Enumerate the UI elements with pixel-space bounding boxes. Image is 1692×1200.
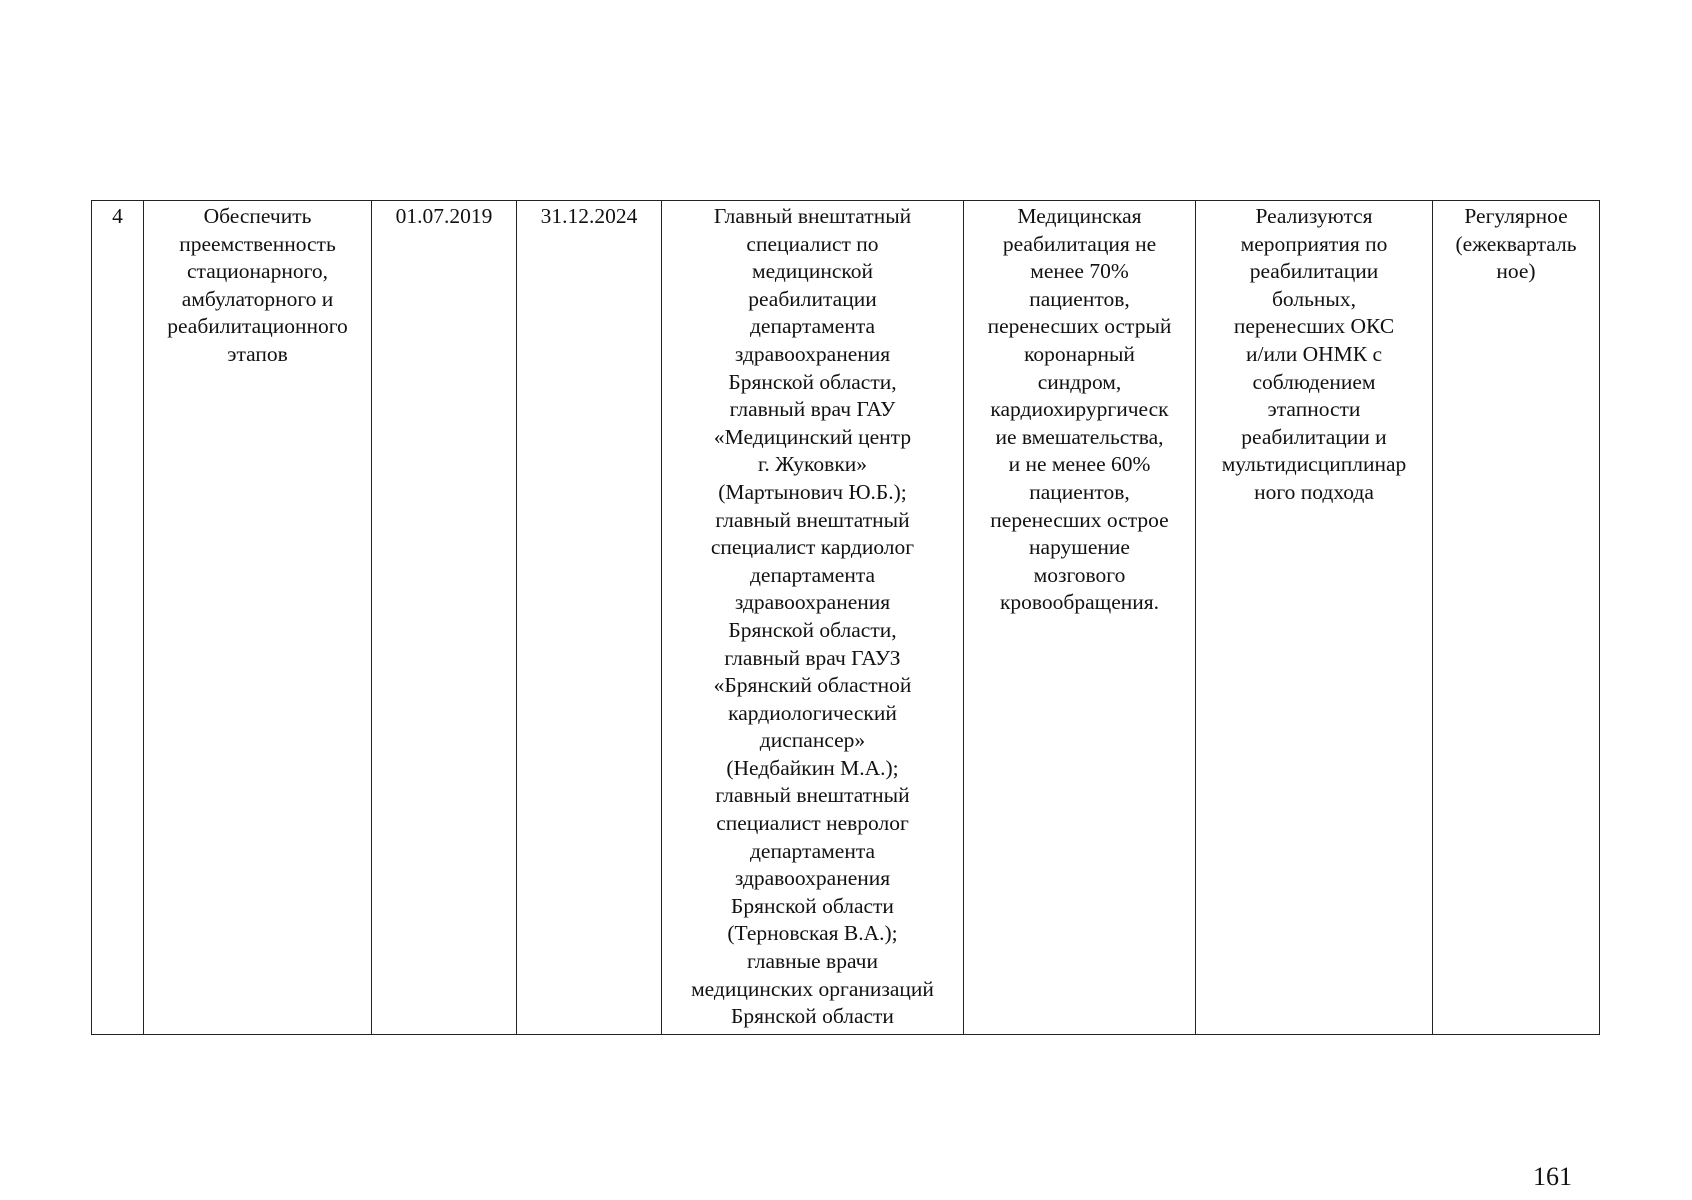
responsible-cell: Главный внештатный специалист по медицинской реабилитации департамента здравоохранения Брянской области, главный врач ГАУ «Медицинский центр г. Жуковки» (Мартынович Ю.Б.); главный внештатный специалист кардиолог департамента здравоохранения Брянской области, главный врач ГАУЗ «Брянский областной кардиологический диспансер» (Недбайкин М.А.); главный внештатный специалист невролог департамента здравоохранения Брянской области (Терновская В.А.); главные врачи медицинских организаций Брянской области — [662, 201, 964, 1035]
start-date-cell: 01.07.2019 — [372, 201, 517, 1035]
frequency-cell: Регулярное (ежекварталь ное) — [1433, 201, 1600, 1035]
result-cell: Реализуются мероприятия по реабилитации больных, перенесших ОКС и/или ОНМК с соблюдением этапности реабилитации и мультидисциплинар ного подхода — [1196, 201, 1433, 1035]
table-row — [92, 201, 1600, 1035]
activity-cell: Обеспечить преемственность стационарного, амбулаторного и реабилитационного этапов — [144, 201, 372, 1035]
indicator-cell: Медицинская реабилитация не менее 70% пациентов, перенесших острый коронарный синдром, кардиохирургическ ие вмешательства, и не менее 60% пациентов, перенесших острое нарушение мозгового кровообращения. — [964, 201, 1196, 1035]
activities-table — [91, 200, 1600, 1035]
page-number: 161 — [1533, 1162, 1572, 1191]
row-number-cell: 4 — [92, 201, 144, 1035]
end-date-cell: 31.12.2024 — [517, 201, 662, 1035]
